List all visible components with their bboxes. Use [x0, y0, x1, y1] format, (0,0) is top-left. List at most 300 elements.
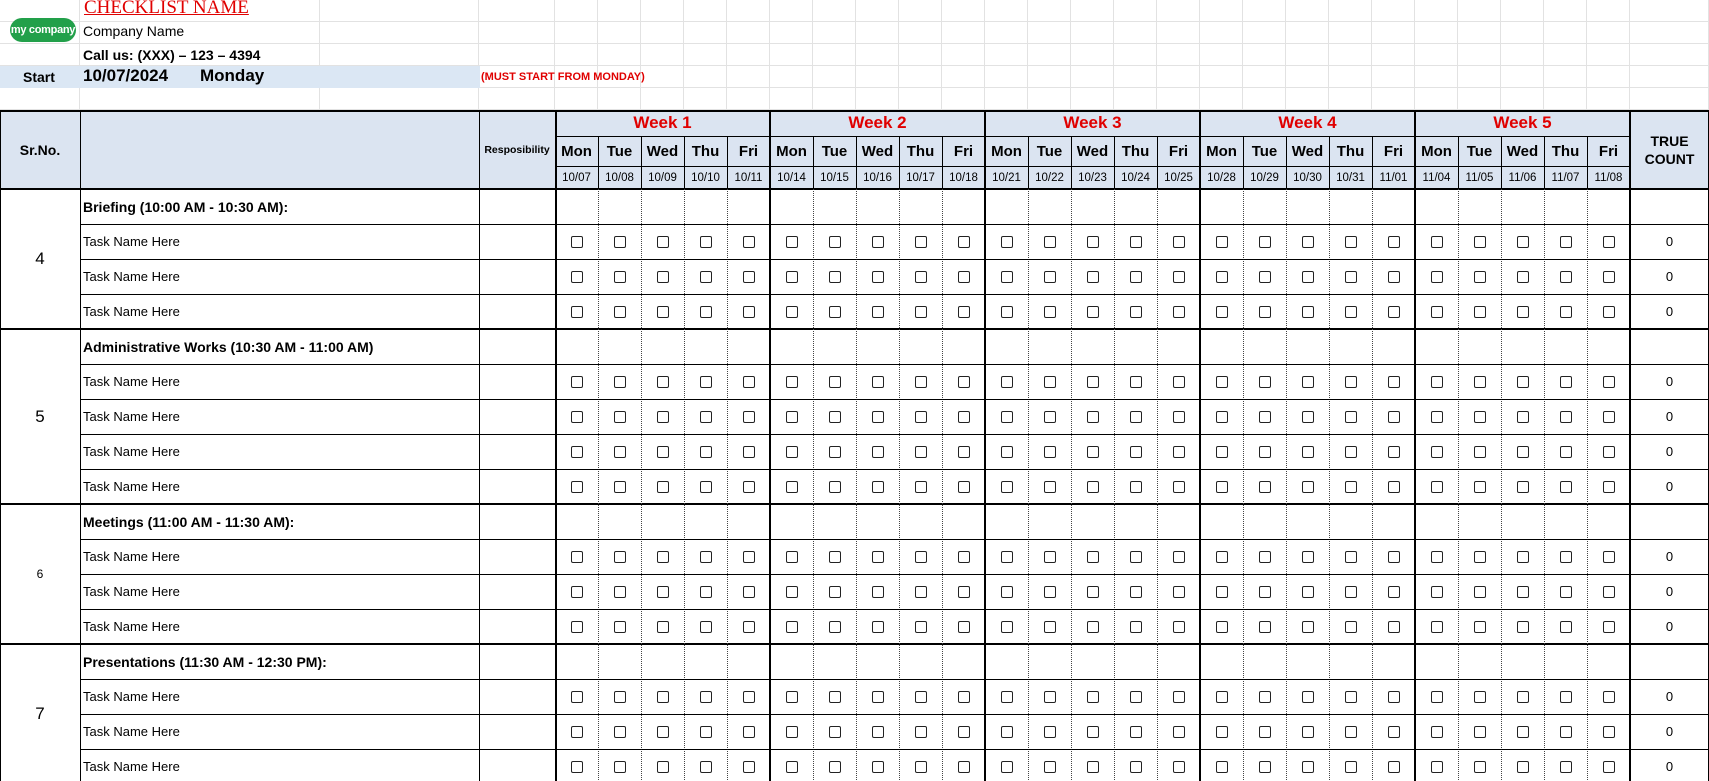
task-checkbox[interactable] — [1001, 726, 1013, 738]
grid-cell[interactable] — [1630, 88, 1709, 110]
task-checkbox[interactable] — [571, 586, 583, 598]
task-checkbox[interactable] — [1216, 761, 1228, 773]
task-checkbox[interactable] — [614, 306, 626, 318]
task-checkbox[interactable] — [872, 446, 884, 458]
grid-cell[interactable] — [813, 0, 856, 22]
grid-cell[interactable] — [985, 88, 1028, 110]
task-checkbox[interactable] — [1603, 481, 1615, 493]
task-checkbox[interactable] — [1130, 236, 1142, 248]
grid-cell[interactable] — [1329, 88, 1372, 110]
grid-cell[interactable] — [1157, 22, 1200, 44]
task-checkbox[interactable] — [1087, 761, 1099, 773]
task-checkbox[interactable] — [1388, 691, 1400, 703]
task-checkbox[interactable] — [1517, 621, 1529, 633]
task-checkbox[interactable] — [614, 411, 626, 423]
task-checkbox[interactable] — [1259, 586, 1271, 598]
task-checkbox[interactable] — [1259, 306, 1271, 318]
task-checkbox[interactable] — [1431, 411, 1443, 423]
task-checkbox[interactable] — [743, 236, 755, 248]
task-checkbox[interactable] — [1603, 621, 1615, 633]
task-name[interactable]: Task Name Here — [83, 584, 180, 599]
task-checkbox[interactable] — [1001, 691, 1013, 703]
task-checkbox[interactable] — [1431, 691, 1443, 703]
task-checkbox[interactable] — [786, 411, 798, 423]
task-checkbox[interactable] — [614, 726, 626, 738]
grid-cell[interactable] — [1544, 44, 1587, 66]
grid-cell[interactable] — [1071, 66, 1114, 88]
responsibility-cell[interactable] — [479, 224, 555, 259]
task-checkbox[interactable] — [1216, 306, 1228, 318]
task-checkbox[interactable] — [1474, 761, 1486, 773]
task-checkbox[interactable] — [1130, 306, 1142, 318]
task-checkbox[interactable] — [915, 586, 927, 598]
task-checkbox[interactable] — [1388, 551, 1400, 563]
task-checkbox[interactable] — [1345, 481, 1357, 493]
task-name[interactable]: Task Name Here — [83, 409, 180, 424]
task-checkbox[interactable] — [1603, 691, 1615, 703]
task-name[interactable]: Task Name Here — [83, 444, 180, 459]
task-checkbox[interactable] — [958, 446, 970, 458]
task-checkbox[interactable] — [1302, 446, 1314, 458]
task-checkbox[interactable] — [915, 446, 927, 458]
task-checkbox[interactable] — [1603, 411, 1615, 423]
task-name[interactable]: Task Name Here — [83, 689, 180, 704]
task-checkbox[interactable] — [1001, 446, 1013, 458]
grid-cell[interactable] — [1544, 88, 1587, 110]
grid-cell[interactable] — [479, 0, 555, 22]
grid-cell[interactable] — [555, 44, 598, 66]
task-checkbox[interactable] — [1302, 551, 1314, 563]
task-checkbox[interactable] — [657, 551, 669, 563]
grid-cell[interactable] — [555, 22, 598, 44]
task-checkbox[interactable] — [571, 236, 583, 248]
task-checkbox[interactable] — [786, 271, 798, 283]
task-checkbox[interactable] — [1216, 411, 1228, 423]
grid-cell[interactable] — [1372, 44, 1415, 66]
task-checkbox[interactable] — [1517, 551, 1529, 563]
responsibility-cell[interactable] — [479, 434, 555, 469]
grid-cell[interactable] — [479, 22, 555, 44]
task-checkbox[interactable] — [1517, 481, 1529, 493]
task-checkbox[interactable] — [614, 271, 626, 283]
grid-cell[interactable] — [684, 22, 727, 44]
task-checkbox[interactable] — [1302, 411, 1314, 423]
grid-cell[interactable] — [80, 88, 320, 110]
grid-cell[interactable] — [641, 88, 684, 110]
grid-cell[interactable] — [1458, 88, 1501, 110]
grid-cell[interactable] — [1071, 0, 1114, 22]
grid-cell[interactable] — [1114, 22, 1157, 44]
task-checkbox[interactable] — [1345, 691, 1357, 703]
task-checkbox[interactable] — [571, 446, 583, 458]
task-checkbox[interactable] — [872, 306, 884, 318]
task-checkbox[interactable] — [1259, 761, 1271, 773]
task-checkbox[interactable] — [1474, 306, 1486, 318]
task-checkbox[interactable] — [1517, 306, 1529, 318]
task-checkbox[interactable] — [1001, 306, 1013, 318]
grid-cell[interactable] — [1372, 22, 1415, 44]
grid-cell[interactable] — [1544, 0, 1587, 22]
grid-cell[interactable] — [942, 88, 985, 110]
checklist-title[interactable]: CHECKLIST NAME — [84, 0, 249, 18]
task-checkbox[interactable] — [1044, 236, 1056, 248]
task-checkbox[interactable] — [1044, 271, 1056, 283]
task-name[interactable]: Task Name Here — [83, 619, 180, 634]
task-checkbox[interactable] — [1087, 551, 1099, 563]
grid-cell[interactable] — [1286, 44, 1329, 66]
task-checkbox[interactable] — [1560, 621, 1572, 633]
task-checkbox[interactable] — [1259, 376, 1271, 388]
task-checkbox[interactable] — [571, 481, 583, 493]
grid-cell[interactable] — [1630, 44, 1709, 66]
task-checkbox[interactable] — [1130, 726, 1142, 738]
task-checkbox[interactable] — [1431, 551, 1443, 563]
task-checkbox[interactable] — [1517, 691, 1529, 703]
task-checkbox[interactable] — [958, 376, 970, 388]
responsibility-cell[interactable] — [479, 574, 555, 609]
responsibility-cell[interactable] — [479, 399, 555, 434]
task-checkbox[interactable] — [614, 691, 626, 703]
responsibility-cell[interactable] — [479, 259, 555, 294]
task-checkbox[interactable] — [1345, 551, 1357, 563]
grid-cell[interactable] — [899, 0, 942, 22]
task-checkbox[interactable] — [872, 621, 884, 633]
grid-cell[interactable] — [1286, 66, 1329, 88]
task-checkbox[interactable] — [1302, 306, 1314, 318]
task-checkbox[interactable] — [1517, 586, 1529, 598]
task-checkbox[interactable] — [958, 551, 970, 563]
task-checkbox[interactable] — [1345, 586, 1357, 598]
task-checkbox[interactable] — [1259, 271, 1271, 283]
section-name[interactable]: Administrative Works (10:30 AM - 11:00 AM) — [83, 338, 374, 355]
grid-cell[interactable] — [1028, 88, 1071, 110]
responsibility-cell[interactable] — [479, 469, 555, 504]
task-checkbox[interactable] — [872, 411, 884, 423]
task-checkbox[interactable] — [829, 551, 841, 563]
task-checkbox[interactable] — [614, 376, 626, 388]
task-checkbox[interactable] — [786, 621, 798, 633]
task-checkbox[interactable] — [958, 726, 970, 738]
task-checkbox[interactable] — [786, 446, 798, 458]
grid-cell[interactable] — [1286, 88, 1329, 110]
task-name[interactable]: Task Name Here — [83, 479, 180, 494]
grid-cell[interactable] — [1458, 0, 1501, 22]
task-checkbox[interactable] — [1216, 691, 1228, 703]
task-checkbox[interactable] — [829, 691, 841, 703]
grid-cell[interactable] — [1243, 66, 1286, 88]
task-checkbox[interactable] — [1517, 236, 1529, 248]
task-checkbox[interactable] — [786, 376, 798, 388]
task-checkbox[interactable] — [1431, 271, 1443, 283]
task-checkbox[interactable] — [1173, 306, 1185, 318]
grid-cell[interactable] — [1200, 44, 1243, 66]
grid-cell[interactable] — [641, 0, 684, 22]
grid-cell[interactable] — [1587, 22, 1630, 44]
grid-cell[interactable] — [1157, 66, 1200, 88]
task-checkbox[interactable] — [786, 306, 798, 318]
task-checkbox[interactable] — [700, 306, 712, 318]
task-checkbox[interactable] — [1345, 271, 1357, 283]
task-checkbox[interactable] — [1173, 551, 1185, 563]
grid-cell[interactable] — [1071, 44, 1114, 66]
task-checkbox[interactable] — [700, 411, 712, 423]
task-checkbox[interactable] — [829, 726, 841, 738]
grid-cell[interactable] — [770, 88, 813, 110]
task-checkbox[interactable] — [1388, 586, 1400, 598]
task-checkbox[interactable] — [1044, 691, 1056, 703]
task-checkbox[interactable] — [1001, 551, 1013, 563]
task-checkbox[interactable] — [1388, 446, 1400, 458]
task-checkbox[interactable] — [1345, 621, 1357, 633]
task-checkbox[interactable] — [614, 446, 626, 458]
grid-cell[interactable] — [1415, 88, 1458, 110]
task-checkbox[interactable] — [1560, 481, 1572, 493]
task-checkbox[interactable] — [1302, 376, 1314, 388]
task-checkbox[interactable] — [657, 376, 669, 388]
task-checkbox[interactable] — [1216, 446, 1228, 458]
task-checkbox[interactable] — [1431, 586, 1443, 598]
section-name[interactable]: Meetings (11:00 AM - 11:30 AM): — [83, 513, 295, 530]
task-checkbox[interactable] — [915, 306, 927, 318]
task-checkbox[interactable] — [872, 376, 884, 388]
task-checkbox[interactable] — [1216, 621, 1228, 633]
task-checkbox[interactable] — [1001, 621, 1013, 633]
grid-cell[interactable] — [598, 22, 641, 44]
task-checkbox[interactable] — [1345, 726, 1357, 738]
grid-cell[interactable] — [1157, 44, 1200, 66]
task-checkbox[interactable] — [1560, 446, 1572, 458]
task-checkbox[interactable] — [1130, 376, 1142, 388]
grid-cell[interactable] — [684, 44, 727, 66]
grid-cell[interactable] — [727, 22, 770, 44]
grid-cell[interactable] — [1028, 44, 1071, 66]
task-checkbox[interactable] — [1302, 236, 1314, 248]
grid-cell[interactable] — [899, 22, 942, 44]
task-checkbox[interactable] — [1130, 446, 1142, 458]
grid-cell[interactable] — [1243, 88, 1286, 110]
task-checkbox[interactable] — [1431, 481, 1443, 493]
grid-cell[interactable] — [1286, 22, 1329, 44]
task-checkbox[interactable] — [1001, 761, 1013, 773]
grid-cell[interactable] — [1243, 44, 1286, 66]
task-checkbox[interactable] — [1431, 236, 1443, 248]
task-checkbox[interactable] — [1474, 376, 1486, 388]
task-checkbox[interactable] — [915, 376, 927, 388]
task-checkbox[interactable] — [1517, 271, 1529, 283]
grid-cell[interactable] — [1114, 66, 1157, 88]
grid-cell[interactable] — [942, 22, 985, 44]
grid-cell[interactable] — [1028, 66, 1071, 88]
task-checkbox[interactable] — [1302, 621, 1314, 633]
grid-cell[interactable] — [1587, 88, 1630, 110]
task-checkbox[interactable] — [958, 236, 970, 248]
task-checkbox[interactable] — [915, 761, 927, 773]
task-checkbox[interactable] — [1560, 691, 1572, 703]
grid-cell[interactable] — [985, 66, 1028, 88]
grid-cell[interactable] — [0, 88, 80, 110]
task-checkbox[interactable] — [958, 761, 970, 773]
task-checkbox[interactable] — [700, 586, 712, 598]
task-checkbox[interactable] — [1388, 621, 1400, 633]
grid-cell[interactable] — [1544, 66, 1587, 88]
grid-cell[interactable] — [1200, 88, 1243, 110]
task-checkbox[interactable] — [1259, 236, 1271, 248]
task-checkbox[interactable] — [1603, 306, 1615, 318]
grid-cell[interactable] — [555, 88, 598, 110]
task-checkbox[interactable] — [1474, 621, 1486, 633]
grid-cell[interactable] — [479, 88, 555, 110]
grid-cell[interactable] — [985, 22, 1028, 44]
grid-cell[interactable] — [1114, 88, 1157, 110]
task-checkbox[interactable] — [1216, 236, 1228, 248]
task-checkbox[interactable] — [1259, 411, 1271, 423]
task-checkbox[interactable] — [1345, 236, 1357, 248]
task-name[interactable]: Task Name Here — [83, 234, 180, 249]
task-checkbox[interactable] — [786, 586, 798, 598]
task-checkbox[interactable] — [1216, 376, 1228, 388]
task-checkbox[interactable] — [1388, 271, 1400, 283]
task-checkbox[interactable] — [1517, 376, 1529, 388]
task-checkbox[interactable] — [571, 726, 583, 738]
task-checkbox[interactable] — [700, 481, 712, 493]
task-checkbox[interactable] — [1130, 271, 1142, 283]
task-checkbox[interactable] — [1474, 411, 1486, 423]
grid-cell[interactable] — [770, 0, 813, 22]
task-checkbox[interactable] — [657, 236, 669, 248]
responsibility-cell[interactable] — [479, 679, 555, 714]
grid-cell[interactable] — [985, 0, 1028, 22]
grid-cell[interactable] — [856, 66, 899, 88]
task-checkbox[interactable] — [1087, 306, 1099, 318]
task-checkbox[interactable] — [1173, 411, 1185, 423]
task-checkbox[interactable] — [571, 411, 583, 423]
task-checkbox[interactable] — [1431, 306, 1443, 318]
task-checkbox[interactable] — [1259, 726, 1271, 738]
grid-cell[interactable] — [727, 66, 770, 88]
grid-cell[interactable] — [1329, 44, 1372, 66]
task-checkbox[interactable] — [1216, 726, 1228, 738]
task-checkbox[interactable] — [1173, 761, 1185, 773]
task-checkbox[interactable] — [1603, 761, 1615, 773]
grid-cell[interactable] — [1630, 66, 1709, 88]
task-checkbox[interactable] — [743, 551, 755, 563]
task-checkbox[interactable] — [1345, 306, 1357, 318]
task-checkbox[interactable] — [657, 306, 669, 318]
responsibility-cell[interactable] — [479, 609, 555, 644]
grid-cell[interactable] — [1329, 66, 1372, 88]
task-checkbox[interactable] — [1044, 411, 1056, 423]
task-checkbox[interactable] — [1560, 271, 1572, 283]
task-checkbox[interactable] — [1259, 446, 1271, 458]
task-checkbox[interactable] — [829, 411, 841, 423]
task-checkbox[interactable] — [657, 411, 669, 423]
grid-cell[interactable] — [1587, 44, 1630, 66]
grid-cell[interactable] — [1329, 0, 1372, 22]
task-checkbox[interactable] — [1216, 551, 1228, 563]
task-checkbox[interactable] — [915, 411, 927, 423]
call-us-phone[interactable]: Call us: (XXX) – 123 – 4394 — [83, 47, 261, 63]
task-checkbox[interactable] — [1517, 761, 1529, 773]
task-checkbox[interactable] — [915, 621, 927, 633]
task-checkbox[interactable] — [614, 551, 626, 563]
grid-cell[interactable] — [641, 66, 684, 88]
grid-cell[interactable] — [1501, 88, 1544, 110]
task-checkbox[interactable] — [1130, 691, 1142, 703]
task-checkbox[interactable] — [958, 481, 970, 493]
task-checkbox[interactable] — [743, 691, 755, 703]
task-checkbox[interactable] — [1345, 376, 1357, 388]
task-checkbox[interactable] — [829, 761, 841, 773]
task-checkbox[interactable] — [1087, 376, 1099, 388]
task-checkbox[interactable] — [1388, 236, 1400, 248]
task-checkbox[interactable] — [700, 551, 712, 563]
task-checkbox[interactable] — [1044, 446, 1056, 458]
grid-cell[interactable] — [1028, 0, 1071, 22]
task-checkbox[interactable] — [1431, 761, 1443, 773]
task-checkbox[interactable] — [829, 306, 841, 318]
task-checkbox[interactable] — [1130, 411, 1142, 423]
task-checkbox[interactable] — [1259, 481, 1271, 493]
task-checkbox[interactable] — [915, 271, 927, 283]
responsibility-cell[interactable] — [479, 539, 555, 574]
grid-cell[interactable] — [1544, 22, 1587, 44]
responsibility-cell[interactable] — [479, 364, 555, 399]
task-checkbox[interactable] — [1087, 691, 1099, 703]
task-checkbox[interactable] — [1388, 761, 1400, 773]
grid-cell[interactable] — [1286, 0, 1329, 22]
section-name[interactable]: Presentations (11:30 AM - 12:30 PM): — [83, 653, 327, 670]
task-checkbox[interactable] — [1173, 376, 1185, 388]
responsibility-cell[interactable] — [479, 714, 555, 749]
grid-cell[interactable] — [942, 0, 985, 22]
task-checkbox[interactable] — [1388, 411, 1400, 423]
task-checkbox[interactable] — [1173, 586, 1185, 598]
section-name[interactable]: Briefing (10:00 AM - 10:30 AM): — [83, 198, 289, 215]
task-checkbox[interactable] — [1130, 551, 1142, 563]
task-checkbox[interactable] — [657, 621, 669, 633]
task-checkbox[interactable] — [1388, 726, 1400, 738]
task-checkbox[interactable] — [1044, 551, 1056, 563]
task-checkbox[interactable] — [657, 691, 669, 703]
task-checkbox[interactable] — [743, 376, 755, 388]
grid-cell[interactable] — [1501, 22, 1544, 44]
task-checkbox[interactable] — [829, 621, 841, 633]
grid-cell[interactable] — [813, 22, 856, 44]
grid-cell[interactable] — [320, 44, 479, 66]
grid-cell[interactable] — [856, 88, 899, 110]
grid-cell[interactable] — [942, 66, 985, 88]
grid-cell[interactable] — [1587, 0, 1630, 22]
grid-cell[interactable] — [1243, 22, 1286, 44]
start-date-cell[interactable]: 10/07/2024 — [83, 66, 169, 85]
task-checkbox[interactable] — [1474, 586, 1486, 598]
grid-cell[interactable] — [813, 44, 856, 66]
task-checkbox[interactable] — [1474, 691, 1486, 703]
task-checkbox[interactable] — [915, 236, 927, 248]
task-checkbox[interactable] — [829, 271, 841, 283]
task-checkbox[interactable] — [1044, 586, 1056, 598]
grid-cell[interactable] — [1415, 66, 1458, 88]
task-checkbox[interactable] — [571, 691, 583, 703]
task-checkbox[interactable] — [571, 761, 583, 773]
task-checkbox[interactable] — [700, 621, 712, 633]
grid-cell[interactable] — [770, 44, 813, 66]
task-checkbox[interactable] — [1474, 236, 1486, 248]
task-name[interactable]: Task Name Here — [83, 759, 180, 774]
task-checkbox[interactable] — [743, 726, 755, 738]
task-checkbox[interactable] — [1603, 376, 1615, 388]
task-checkbox[interactable] — [786, 691, 798, 703]
